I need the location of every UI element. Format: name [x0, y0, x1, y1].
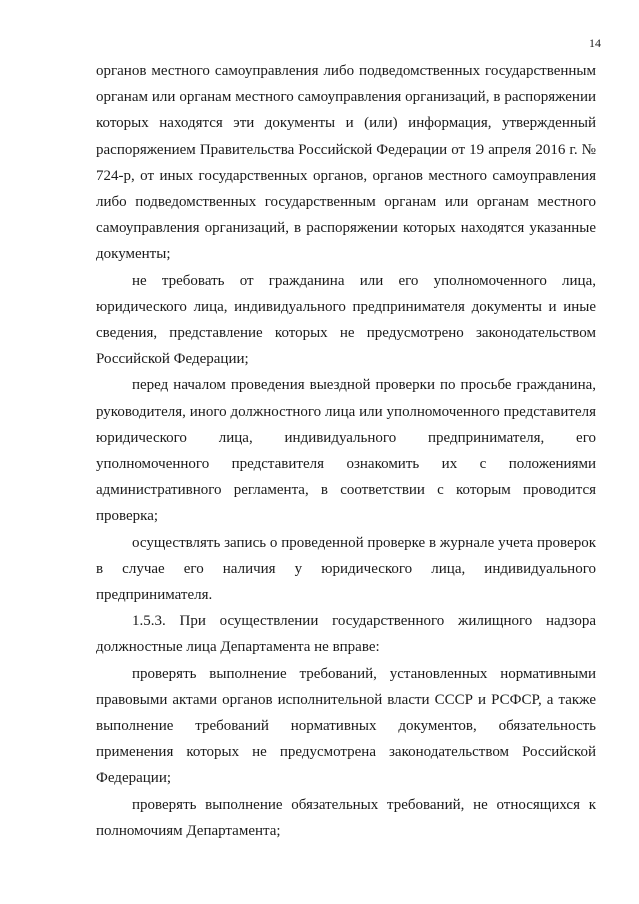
paragraph-4: осуществлять запись о проведенной проверке в журнале учета проверок в случае его наличия у юридического лица, индивидуального предпринимателя.: [96, 534, 596, 604]
paragraph-2: не требовать от гражданина или его уполномоченного лица, юридического лица, индивидуального предпринимателя документы и иные сведения, представление которых не предусмотрено законодательством Российской Федерации;: [96, 272, 596, 368]
paragraph-3: перед началом проведения выездной проверки по просьбе гражданина, руководителя, иного должностного лица или уполномоченного представителя юридического лица, индивидуального предпринимателя, его уполномоченного представителя ознакомить их с положениями административного регламента, в соответствии с которым проводится проверка;: [96, 377, 596, 525]
paragraph-7: проверять выполнение обязательных требований, не относящихся к полномочиям Департамента;: [96, 796, 596, 839]
paragraph-6: проверять выполнение требований, установленных нормативными правовыми актами органов исполнительной власти СССР и РСФСР, а также выполнение требований нормативных документов, обязательность применения которых не предусмотрена законодательством Российской Федерации;: [96, 665, 596, 787]
paragraph-1: органов местного самоуправления либо подведомственных государственным органам или органам местного самоуправления организаций, в распоряжении которых находятся эти документы и (или) информация, утвержденный распоряжением Правительства Российской Федерации от 19 апреля 2016 г. № 724-р, от иных государственных органов, органов местного самоуправления либо подведомственных государственным органам или органам местного самоуправления организаций, в распоряжении которых находятся указанные документы;: [96, 63, 596, 263]
document-body: [96, 58, 596, 844]
page-number: 14: [589, 36, 601, 50]
paragraph-5: 1.5.3. При осуществлении государственного жилищного надзора должностные лица Департамента не вправе:: [96, 613, 596, 656]
